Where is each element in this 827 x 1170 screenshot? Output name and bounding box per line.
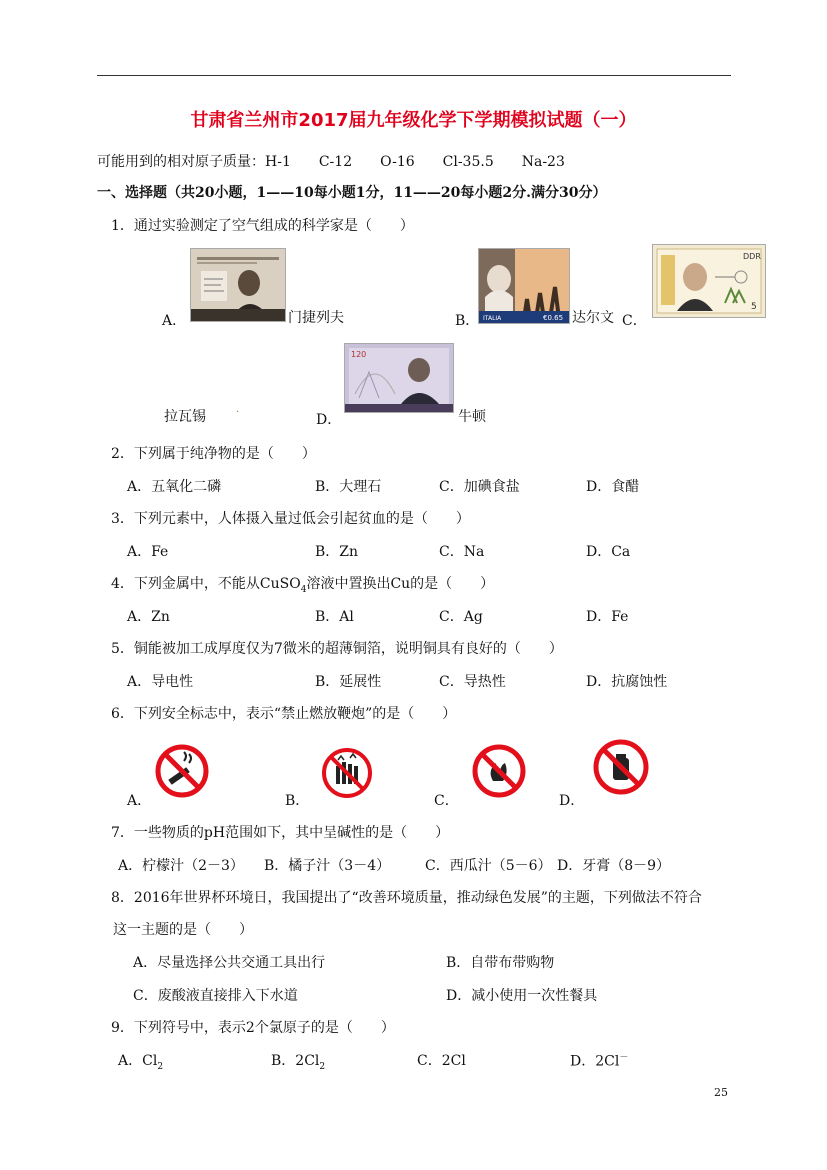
q7-option-d: D．牙膏（8－9） xyxy=(557,858,671,874)
header-rule xyxy=(97,75,731,76)
q8-option-d: D．减小使用一次性餐具 xyxy=(446,988,598,1004)
q1-option-a-name: 门捷列夫 xyxy=(288,310,344,326)
lavoisier-stamp-country: DDR xyxy=(743,252,761,261)
question-9-stem: 9．下列符号中，表示2个氯原子的是（ ） xyxy=(111,1020,395,1036)
q9-option-b-text: B．2Cl xyxy=(271,1053,320,1069)
stamp-darwin xyxy=(478,248,570,324)
lavoisier-stamp-value: 5 xyxy=(751,302,757,312)
q4-stem-pre: 4．下列金属中，不能从CuSO xyxy=(111,576,301,592)
question-3-stem: 3．下列元素中，人体摄入量过低会引起贫血的是（ ） xyxy=(111,511,470,527)
q7-option-a: A．柠檬汁（2－3） xyxy=(118,858,244,874)
q4-option-d: D．Fe xyxy=(586,609,629,625)
q6-option-c-letter: C． xyxy=(434,793,459,809)
darwin-stamp-value: €0.65 xyxy=(543,314,564,322)
q6-option-b-letter: B． xyxy=(285,793,310,809)
question-6-stem: 6．下列安全标志中，表示“禁止燃放鞭炮”的是（ ） xyxy=(111,706,457,722)
q6-option-a-letter: A． xyxy=(127,793,152,809)
stamp-lavoisier xyxy=(652,244,766,318)
q7-option-b: B．橘子汁（3－4） xyxy=(264,858,391,874)
mendeleev-stamp-image xyxy=(191,249,285,321)
q1-option-b-letter: B． xyxy=(455,313,480,329)
q8-option-a: A．尽量选择公共交通工具出行 xyxy=(133,955,326,971)
q9-option-a-subscript: 2 xyxy=(157,1061,164,1072)
no-open-flame-sign-icon xyxy=(471,743,527,799)
q4-option-a: A．Zn xyxy=(127,609,170,625)
question-4-stem xyxy=(111,573,494,595)
q4-stem-post: 溶液中置换出Cu的是（ ） xyxy=(306,576,495,592)
q5-option-c: C．导热性 xyxy=(439,674,506,690)
q9-option-d-text: D．2Cl xyxy=(570,1053,620,1070)
section-heading: 一、选择题（共20小题，1——10每小题1分，11——20每小题2分.满分30分） xyxy=(97,185,607,201)
stray-mark: . xyxy=(236,404,240,415)
q5-option-a: A．导电性 xyxy=(127,674,194,690)
q2-option-a: A．五氧化二磷 xyxy=(127,479,222,495)
q9-option-d-superscript: － xyxy=(619,1053,629,1063)
q4-option-b: B．Al xyxy=(315,609,354,625)
q9-option-b xyxy=(271,1050,325,1072)
q7-option-c: C．西瓜汁（5－6） xyxy=(425,858,552,874)
q9-option-b-subscript: 2 xyxy=(319,1061,326,1072)
darwin-stamp-country: ITALIA xyxy=(483,315,502,322)
lavoisier-stamp-image xyxy=(653,245,765,317)
q9-option-d xyxy=(570,1050,628,1071)
q8-option-b: B．自带布带购物 xyxy=(446,955,555,971)
q2-option-b: B．大理石 xyxy=(315,479,382,495)
no-smoking-sign-icon xyxy=(154,743,210,799)
q3-option-d: D．Ca xyxy=(586,544,631,560)
stamp-newton xyxy=(344,343,454,413)
q3-option-a: A．Fe xyxy=(127,544,169,560)
question-8-stem-line1: 8．2016年世界杯环境日，我国提出了“改善环境质量，推动绿色发展”的主题，下列做法不符合 xyxy=(111,890,702,906)
q9-option-a xyxy=(118,1050,163,1072)
newton-stamp-image xyxy=(345,344,453,412)
q1-option-d-letter: D． xyxy=(316,412,342,428)
q9-option-a-text: A．Cl xyxy=(118,1053,158,1069)
question-2-stem: 2．下列属于纯净物的是（ ） xyxy=(111,446,316,462)
q8-option-c: C．废酸液直接排入下水道 xyxy=(133,988,298,1004)
q2-option-c: C．加碘食盐 xyxy=(439,479,520,495)
q1-option-d-name: 牛顿 xyxy=(458,409,486,425)
q5-option-b: B．延展性 xyxy=(315,674,382,690)
page-number: 25 xyxy=(714,1086,728,1099)
question-1-stem: 1．通过实验测定了空气组成的科学家是（ ） xyxy=(111,218,414,234)
atomic-masses: 可能用到的相对原子质量：H-1 C-12 O-16 Cl-35.5 Na-23 xyxy=(97,154,565,170)
q1-option-c-letter: C． xyxy=(622,313,647,329)
page-title: 甘肃省兰州市2017届九年级化学下学期模拟试题（一） xyxy=(190,110,637,131)
q9-option-c: C．2Cl xyxy=(417,1053,466,1069)
no-flammable-sign-icon xyxy=(592,738,650,796)
q4-stem-subscript: 4 xyxy=(300,584,307,595)
q6-option-d-letter: D． xyxy=(559,793,585,809)
q3-option-c: C．Na xyxy=(439,544,485,560)
q4-option-c: C．Ag xyxy=(439,609,483,625)
darwin-stamp-image xyxy=(479,249,569,323)
q1-option-b-name: 达尔文 xyxy=(572,310,614,326)
question-5-stem: 5．铜能被加工成厚度仅为7微米的超薄铜箔，说明铜具有良好的（ ） xyxy=(111,641,563,657)
q5-option-d: D．抗腐蚀性 xyxy=(586,674,668,690)
stamp-mendeleev xyxy=(190,248,286,322)
q1-option-c-name: 拉瓦锡 xyxy=(164,409,206,425)
q1-option-a-letter: A． xyxy=(162,313,187,329)
question-8-stem-line2: 这一主题的是（ ） xyxy=(113,922,253,938)
question-7-stem: 7．一些物质的pH范围如下，其中呈碱性的是（ ） xyxy=(111,825,450,841)
q2-option-d: D．食醋 xyxy=(586,479,640,495)
newton-stamp-value: 120 xyxy=(351,350,367,359)
q3-option-b: B．Zn xyxy=(315,544,359,560)
no-firecrackers-sign-icon xyxy=(320,746,374,800)
